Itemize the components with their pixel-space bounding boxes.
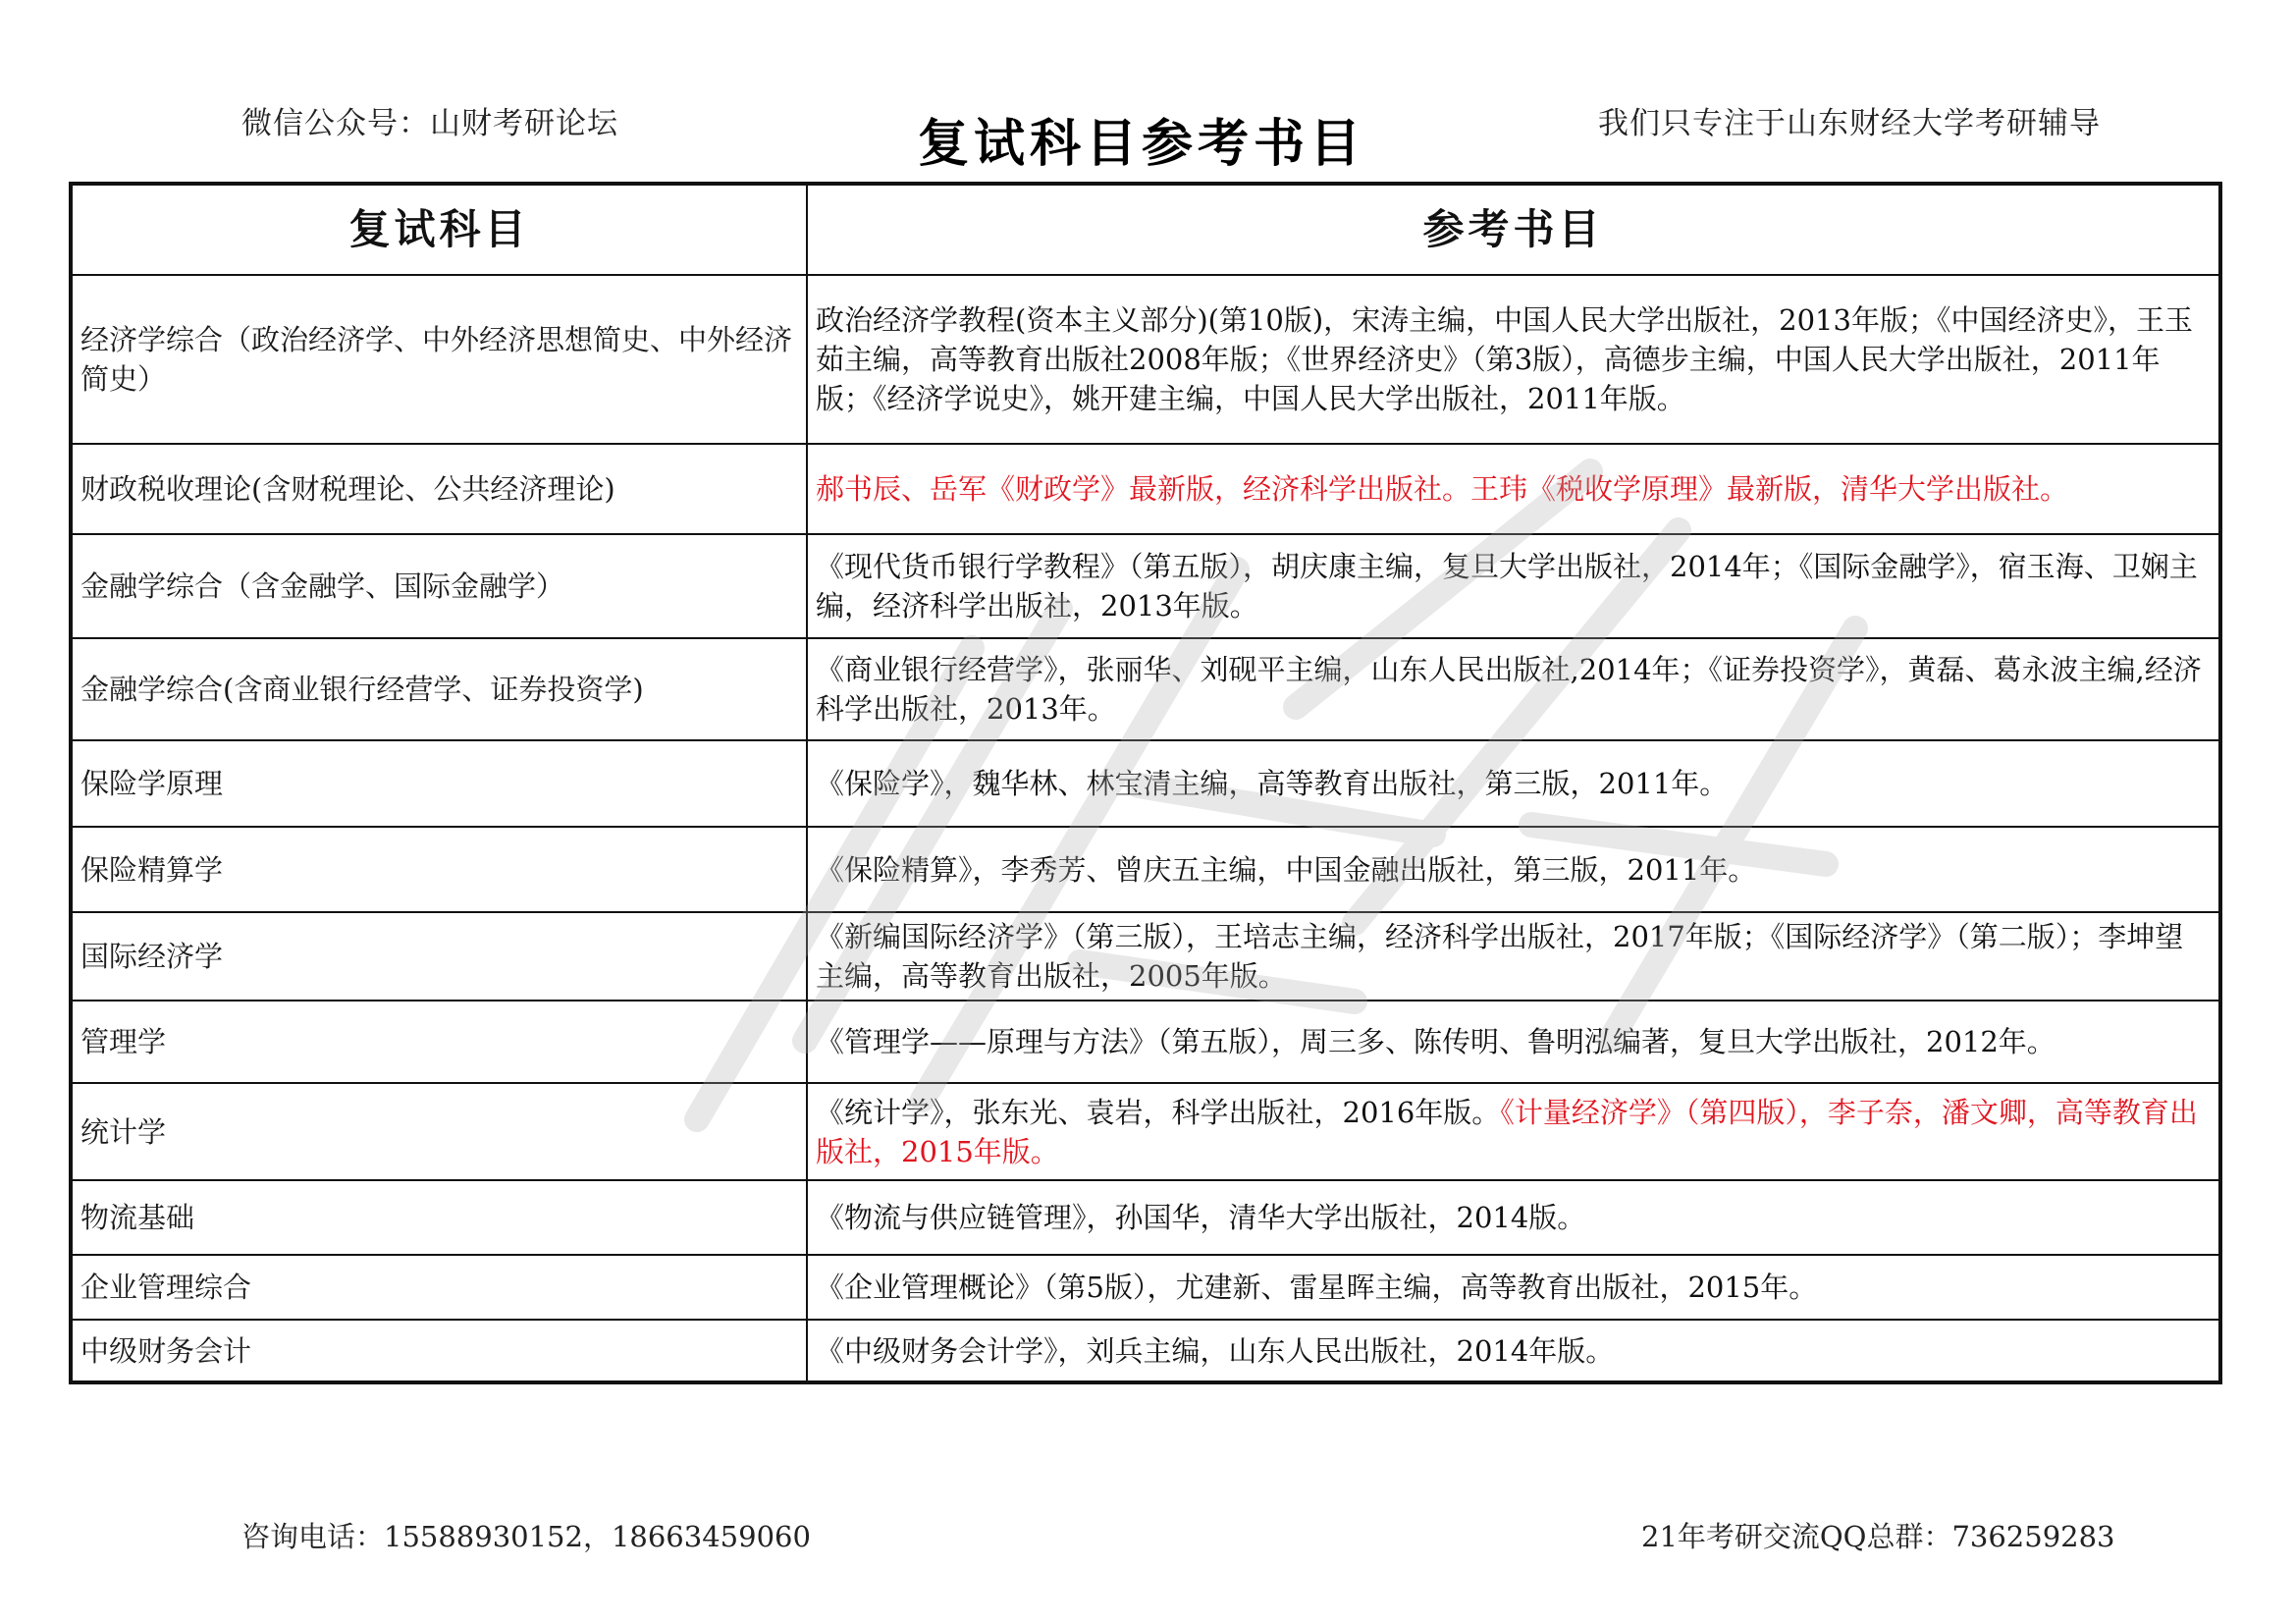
subject-cell: 统计学 bbox=[71, 1083, 807, 1180]
table-row bbox=[71, 1180, 2220, 1255]
books-text: 《保险学》，魏华林、林宝清主编，高等教育出版社，第三版，2011年。 bbox=[816, 767, 1729, 800]
books-cell bbox=[807, 912, 2220, 1001]
table-row bbox=[71, 275, 2220, 444]
books-cell bbox=[807, 1320, 2220, 1382]
subject-cell: 国际经济学 bbox=[71, 912, 807, 1001]
subject-cell: 中级财务会计 bbox=[71, 1320, 807, 1382]
table-row bbox=[71, 534, 2220, 638]
books-column-header: 参考书目 bbox=[807, 184, 2220, 275]
books-text: 《商业银行经营学》，张丽华、刘砚平主编，山东人民出版社,2014年；《证券投资学》，黄磊、葛永波主编,经济科学出版社，2013年。 bbox=[816, 653, 2202, 726]
slogan-text: 我们只专注于山东财经大学考研辅导 bbox=[1598, 106, 2101, 141]
wechat-account-text: 微信公众号：山财考研论坛 bbox=[241, 106, 618, 141]
table-row bbox=[71, 1320, 2220, 1382]
books-cell bbox=[807, 1255, 2220, 1320]
table-row bbox=[71, 444, 2220, 534]
books-cell bbox=[807, 1180, 2220, 1255]
books-cell bbox=[807, 827, 2220, 912]
table-row bbox=[71, 827, 2220, 912]
table-row bbox=[71, 1255, 2220, 1320]
books-text: 《新编国际经济学》（第三版），王培志主编，经济科学出版社，2017年版；《国际经济学》（第二版）；李坤望主编，高等教育出版社，2005年版。 bbox=[816, 920, 2184, 993]
books-text: 《管理学——原理与方法》（第五版），周三多、陈传明、鲁明泓编著，复旦大学出版社，2012年。 bbox=[816, 1025, 2056, 1058]
subject-column-header: 复试科目 bbox=[71, 184, 807, 275]
consult-phone-text: 咨询电话：15588930152，18663459060 bbox=[241, 1520, 811, 1553]
subject-cell: 物流基础 bbox=[71, 1180, 807, 1255]
books-text: 政治经济学教程(资本主义部分)(第10版)，宋涛主编，中国人民大学出版社，2013年版；《中国经济史》，王玉茹主编，高等教育出版社2008年版；《世界经济史》（第3版），高德步主编，中国人民大学出版社，2011年版；《经济学说史》，姚开建主编，中国人民大学出版社，2011年版。 bbox=[816, 303, 2193, 415]
books-text-highlighted: 《计量经济学》（第四版），李子奈，潘文卿，高等教育出版社，2015年版。 bbox=[816, 1095, 2198, 1168]
books-cell bbox=[807, 638, 2220, 740]
subject-cell: 管理学 bbox=[71, 1001, 807, 1083]
books-text: 《保险精算》，李秀芳、曾庆五主编，中国金融出版社，第三版，2011年。 bbox=[816, 852, 1757, 887]
subject-cell: 金融学综合（含金融学、国际金融学） bbox=[71, 534, 807, 638]
table-row bbox=[71, 1001, 2220, 1083]
table-row bbox=[71, 912, 2220, 1001]
table-row bbox=[71, 638, 2220, 740]
books-cell bbox=[807, 740, 2220, 827]
books-cell bbox=[807, 1083, 2220, 1180]
subject-cell: 企业管理综合 bbox=[71, 1255, 807, 1320]
books-cell bbox=[807, 534, 2220, 638]
books-cell bbox=[807, 1001, 2220, 1083]
subject-cell: 保险学原理 bbox=[71, 740, 807, 827]
books-text: 《企业管理概论》（第5版），尤建新、雷星晖主编，高等教育出版社，2015年。 bbox=[816, 1271, 1818, 1304]
books-text-highlighted: 郝书辰、岳军《财政学》最新版，经济科学出版社。王玮《税收学原理》最新版，清华大学出版社。 bbox=[816, 472, 2069, 506]
subject-cell: 金融学综合(含商业银行经营学、证券投资学) bbox=[71, 638, 807, 740]
books-text: 《统计学》，张东光、袁岩，科学出版社，2016年版。 bbox=[816, 1095, 1501, 1129]
books-text: 《现代货币银行学教程》（第五版），胡庆康主编，复旦大学出版社，2014年；《国际金融学》，宿玉海、卫娴主编，经济科学出版社，2013年版。 bbox=[816, 550, 2198, 623]
subject-cell: 财政税收理论(含财税理论、公共经济理论) bbox=[71, 444, 807, 534]
table-header-row bbox=[71, 184, 2220, 275]
page-title: 复试科目参考书目 bbox=[918, 115, 1366, 174]
books-cell bbox=[807, 444, 2220, 534]
subject-cell: 经济学综合（政治经济学、中外经济思想简史、中外经济简史） bbox=[71, 275, 807, 444]
books-text: 《物流与供应链管理》，孙国华，清华大学出版社，2014版。 bbox=[816, 1201, 1586, 1234]
table-row bbox=[71, 1083, 2220, 1180]
qq-group-text: 21年考研交流QQ总群：736259283 bbox=[1641, 1520, 2115, 1553]
reference-books-table bbox=[69, 182, 2222, 1384]
books-cell bbox=[807, 275, 2220, 444]
books-text: 《中级财务会计学》，刘兵主编，山东人民出版社，2014年版。 bbox=[816, 1333, 1615, 1368]
table-row bbox=[71, 740, 2220, 827]
subject-cell: 保险精算学 bbox=[71, 827, 807, 912]
